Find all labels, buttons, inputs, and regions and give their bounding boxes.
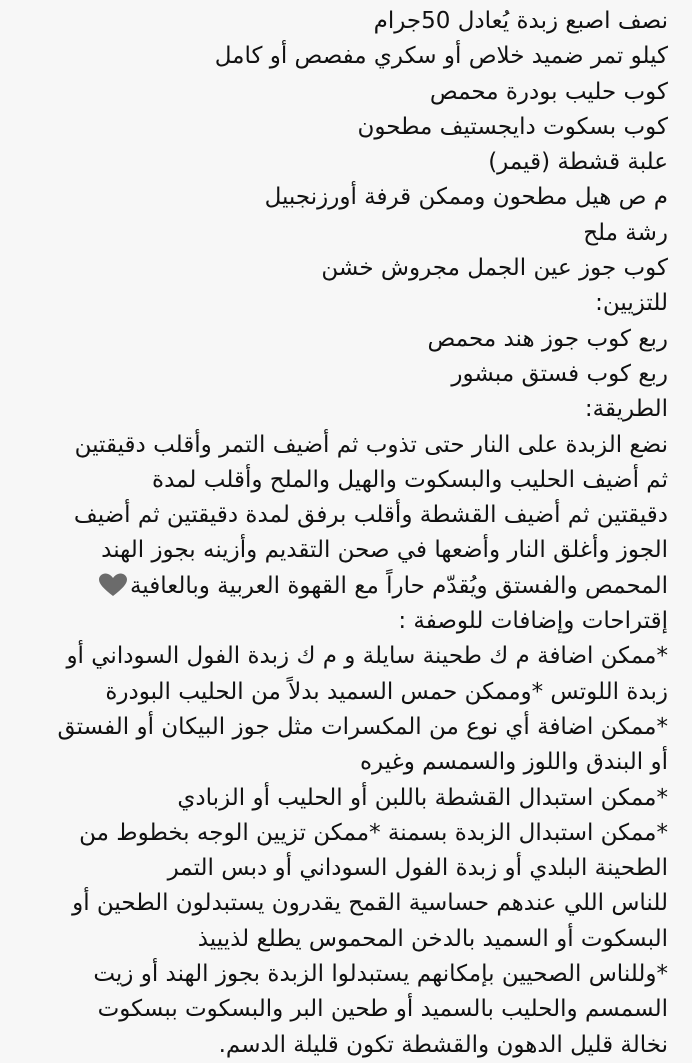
ingredient-line: رشة ملح (583, 219, 668, 246)
suggestion-line: زبدة اللوتس *وممكن حمس السميد بدلاً من الحليب البودرة (105, 678, 668, 705)
suggestion-line: أو البندق واللوز والسمسم وغيره (359, 749, 668, 776)
suggestion-line: *وللناس الصحيين بإمكانهم يستبدلوا الزبدة بجوز الهند أو زيت (93, 961, 668, 988)
suggestion-line: السمسم والحليب بالسميد أو طحين البر والبسكوت ببسكوت (97, 996, 668, 1023)
method-line: الجوز وأغلق النار وأضعها في صحن التقديم وأزينه بجوز الهند (101, 537, 668, 564)
suggestion-line: *ممكن استبدال القشطة باللبن أو الحليب أو الزبادي (177, 784, 668, 811)
method-text: المحمص والفستق ويُقدّم حاراً مع القهوة العربية وبالعافية (129, 572, 668, 599)
method-line: ثم أضيف الحليب والبسكوت والهيل والملح وأقلب لمدة (152, 466, 668, 493)
suggestion-line: *ممكن استبدال الزبدة بسمنة *ممكن تزيين الوجه بخطوط من (79, 819, 668, 846)
method-line-last (8, 569, 668, 604)
garnish-line: ربع كوب جوز هند محمص (427, 325, 668, 352)
suggestion-line: البسكوت أو السميد بالدخن المحموس يطلع لذيييذ (197, 925, 668, 952)
suggestion-line: نخالة قليل الدهون والقشطة تكون قليلة الدسم. (218, 1031, 668, 1058)
grey-heart-icon (98, 573, 128, 597)
ingredient-line: كوب جوز عين الجمل مجروش خشن (321, 255, 668, 282)
garnish-heading: للتزيين: (595, 290, 668, 317)
ingredient-line: كيلو تمر ضميد خلاص أو سكري مفصص أو كامل (214, 43, 668, 70)
suggestion-line: *ممكن اضافة أي نوع من المكسرات مثل جوز البيكان أو الفستق (57, 713, 668, 740)
method-heading: الطريقة: (584, 396, 668, 423)
ingredient-line: نصف اصبع زبدة يُعادل 50جرام (373, 8, 668, 34)
garnish-line: ربع كوب فستق مبشور (451, 360, 668, 387)
ingredient-line: م ص هيل مطحون وممكن قرفة أورزنجبيل (264, 184, 668, 211)
ingredient-line: علبة قشطة (قيمر) (488, 149, 668, 176)
method-line: نضع الزبدة على النار حتى تذوب ثم أضيف التمر وأقلب دقيقتين (74, 431, 668, 458)
ingredient-line: كوب حليب بودرة محمص (429, 78, 668, 105)
suggestion-line: *ممكن اضافة م ك طحينة سايلة و م ك زبدة الفول السوداني أو (66, 643, 668, 670)
suggestion-line: للناس اللي عندهم حساسية القمح يقدرون يستبدلون الطحين أو (72, 890, 668, 917)
suggestion-line: الطحينة البلدي أو زبدة الفول السوداني أو دبس التمر (167, 855, 668, 882)
ingredient-line: كوب بسكوت دايجستيف مطحون (357, 113, 668, 140)
method-line: دقيقتين ثم أضيف القشطة وأقلب برفق لمدة دقيقتين ثم أضيف (73, 502, 668, 529)
suggestions-heading: إقتراحات وإضافات للوصفة : (398, 608, 668, 635)
